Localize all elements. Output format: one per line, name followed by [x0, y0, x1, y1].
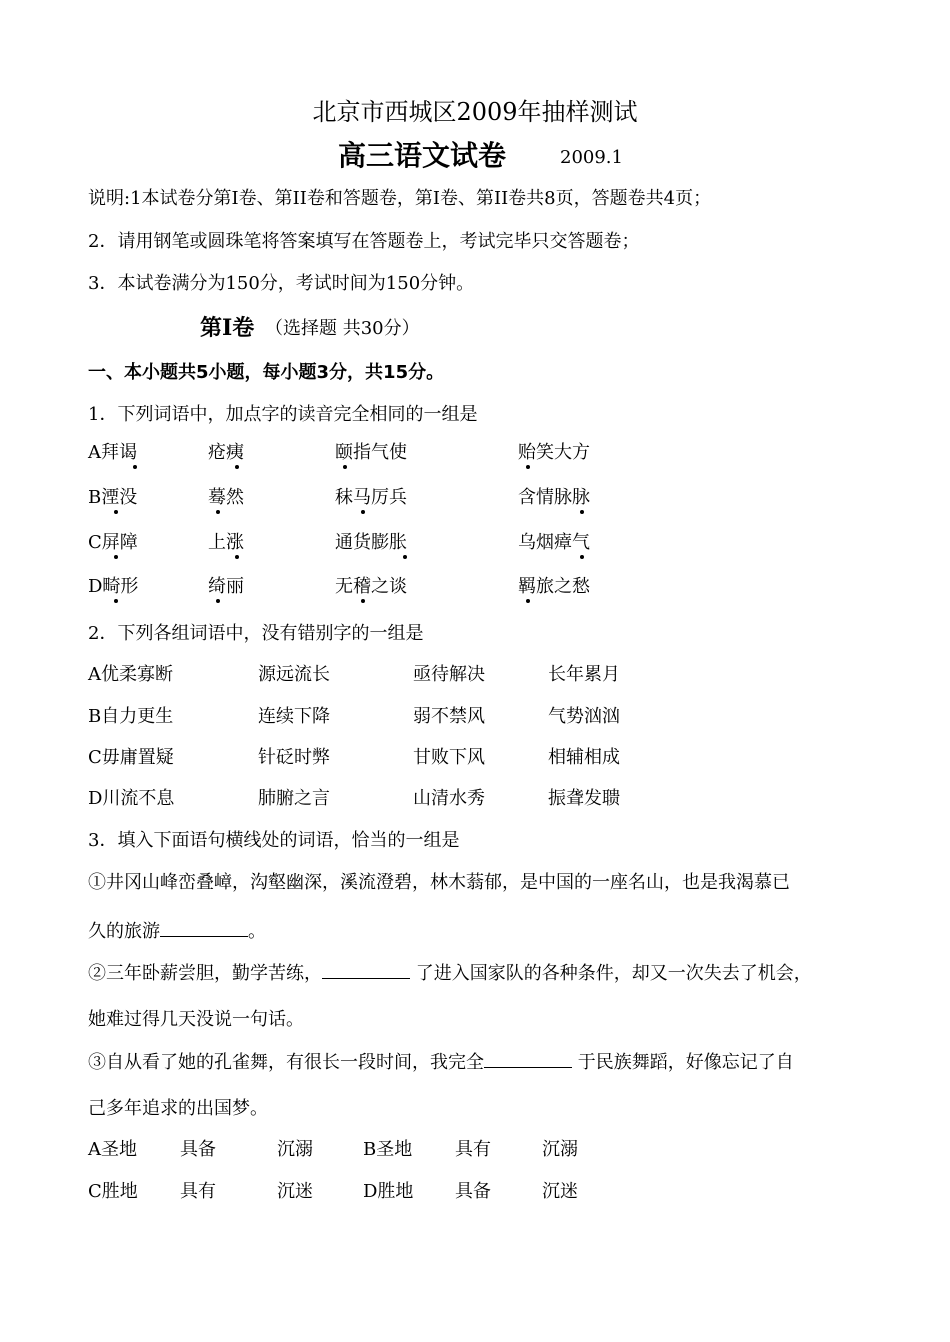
- q3-s3-text: ③自从看了她的孔雀舞，有很长一段时间，我完全: [88, 1052, 484, 1073]
- emphasis-dot: [403, 555, 407, 559]
- q2-option-d-2: 肺腑之言: [258, 788, 330, 809]
- q3-sentence-1-line-1: ①井冈山峰峦叠嶂，沟壑幽深，溪流澄碧，林木蓊郁，是中国的一座名山，也是我渴慕已: [88, 872, 790, 893]
- emphasis-dot: [216, 599, 220, 603]
- q2-option-b-4: 气势汹汹: [548, 706, 620, 727]
- q3-s2-rest: 了进入国家队的各种条件，却又一次失去了机会，: [410, 963, 812, 984]
- answer-blank: [484, 1049, 572, 1068]
- q2-option-b-3: 弱不禁风: [413, 706, 485, 727]
- q2-option-a-3: 亟待解决: [413, 664, 485, 685]
- instruction-2: 2．请用钢笔或圆珠笔将答案填写在答题卷上，考试完毕只交答题卷；: [88, 231, 640, 252]
- q3-option-a-2: 具备: [180, 1139, 216, 1160]
- q1-option-c-2: 上涨: [208, 532, 244, 553]
- q2-option-d-4: 振聋发聩: [548, 788, 620, 809]
- q1-option-d-4: 羁旅之愁: [518, 576, 590, 597]
- q3-s1-text: 久的旅游: [88, 921, 160, 942]
- q3-option-a-3: 沉溺: [277, 1139, 313, 1160]
- q1-option-b-3: 秣马厉兵: [335, 487, 407, 508]
- q2-stem: 2．下列各组词语中，没有错别字的一组是: [88, 623, 424, 644]
- emphasis-dot: [580, 510, 584, 514]
- emphasis-dot: [133, 465, 137, 469]
- q2-option-b-2: 连续下降: [258, 706, 330, 727]
- q1-option-b-1: B湮没: [88, 487, 138, 508]
- section-subtitle: （选择题 共30分）: [265, 318, 420, 339]
- emphasis-dot: [361, 599, 365, 603]
- exam-title: 高三语文试卷: [338, 139, 507, 172]
- emphasis-dot: [114, 510, 118, 514]
- q1-option-d-3: 无稽之谈: [335, 576, 407, 597]
- q3-option-d-3: 沉迷: [542, 1181, 578, 1202]
- q3-s3-rest: 于民族舞蹈，好像忘记了自: [572, 1052, 794, 1073]
- q1-option-b-2: 蓦然: [208, 487, 244, 508]
- q2-option-c-1: C毋庸置疑: [88, 747, 174, 768]
- instruction-3: 3．本试卷满分为150分，考试时间为150分钟。: [88, 273, 475, 294]
- emphasis-dot: [235, 555, 239, 559]
- exam-date: 2009.1: [560, 147, 623, 168]
- section-title: 第I卷: [200, 315, 255, 341]
- emphasis-dot: [235, 465, 239, 469]
- emphasis-dot: [526, 599, 530, 603]
- q3-option-d-1: D胜地: [363, 1181, 414, 1202]
- q1-option-c-3: 通货膨胀: [335, 532, 407, 553]
- q3-s1-end: 。: [248, 921, 266, 942]
- q3-option-c-3: 沉迷: [277, 1181, 313, 1202]
- q1-option-d-1: D畸形: [88, 576, 139, 597]
- q2-option-d-1: D川流不息: [88, 788, 175, 809]
- q3-sentence-3-line-1: [88, 1049, 794, 1075]
- emphasis-dot: [216, 510, 220, 514]
- emphasis-dot: [343, 465, 347, 469]
- q3-option-b-2: 具有: [455, 1139, 491, 1160]
- q3-stem: 3．填入下面语句横线处的词语，恰当的一组是: [88, 830, 460, 851]
- emphasis-dot: [114, 555, 118, 559]
- exam-subtitle: 北京市西城区2009年抽样测试: [312, 98, 638, 126]
- q1-option-c-1: C屏障: [88, 532, 138, 553]
- q3-sentence-2-line-2: 她难过得几天没说一句话。: [88, 1009, 304, 1030]
- emphasis-dot: [526, 465, 530, 469]
- part-heading: 一、本小题共5小题，每小题3分，共15分。: [88, 362, 445, 383]
- q3-option-d-2: 具备: [455, 1181, 491, 1202]
- q1-option-a-2: 疮痍: [208, 442, 244, 463]
- q3-sentence-1-line-2: [88, 918, 266, 944]
- q1-stem: 1．下列词语中，加点字的读音完全相同的一组是: [88, 404, 478, 425]
- q2-option-d-3: 山清水秀: [413, 788, 485, 809]
- q3-option-c-2: 具有: [180, 1181, 216, 1202]
- q2-option-b-1: B自力更生: [88, 706, 174, 727]
- q3-option-b-1: B圣地: [363, 1139, 413, 1160]
- q1-option-a-4: 贻笑大方: [518, 442, 590, 463]
- q3-sentence-2-line-1: [88, 960, 812, 986]
- emphasis-dot: [580, 555, 584, 559]
- q3-option-c-1: C胜地: [88, 1181, 138, 1202]
- q3-s2-text: ②三年卧薪尝胆，勤学苦练，: [88, 963, 322, 984]
- q2-option-a-1: A优柔寡断: [88, 664, 173, 685]
- q1-option-a-1: A拜谒: [88, 442, 137, 463]
- q1-option-b-4: 含情脉脉: [518, 487, 590, 508]
- q3-sentence-3-line-2: 己多年追求的出国梦。: [88, 1098, 268, 1119]
- q3-option-b-3: 沉溺: [542, 1139, 578, 1160]
- q2-option-a-2: 源远流长: [258, 664, 330, 685]
- emphasis-dot: [361, 510, 365, 514]
- q1-option-c-4: 乌烟瘴气: [518, 532, 590, 553]
- instruction-1: 说明:1本试卷分第Ⅰ卷、第II卷和答题卷，第I卷、第II卷共8页，答题卷共4页；: [88, 188, 712, 209]
- answer-blank: [160, 918, 248, 937]
- q2-option-c-2: 针砭时弊: [258, 747, 330, 768]
- q3-option-a-1: A圣地: [88, 1139, 137, 1160]
- q1-option-a-3: 颐指气使: [335, 442, 407, 463]
- q2-option-c-3: 甘败下风: [413, 747, 485, 768]
- q2-option-c-4: 相辅相成: [548, 747, 620, 768]
- answer-blank: [322, 960, 410, 979]
- q2-option-a-4: 长年累月: [548, 664, 620, 685]
- q1-option-d-2: 绮丽: [208, 576, 244, 597]
- emphasis-dot: [114, 599, 118, 603]
